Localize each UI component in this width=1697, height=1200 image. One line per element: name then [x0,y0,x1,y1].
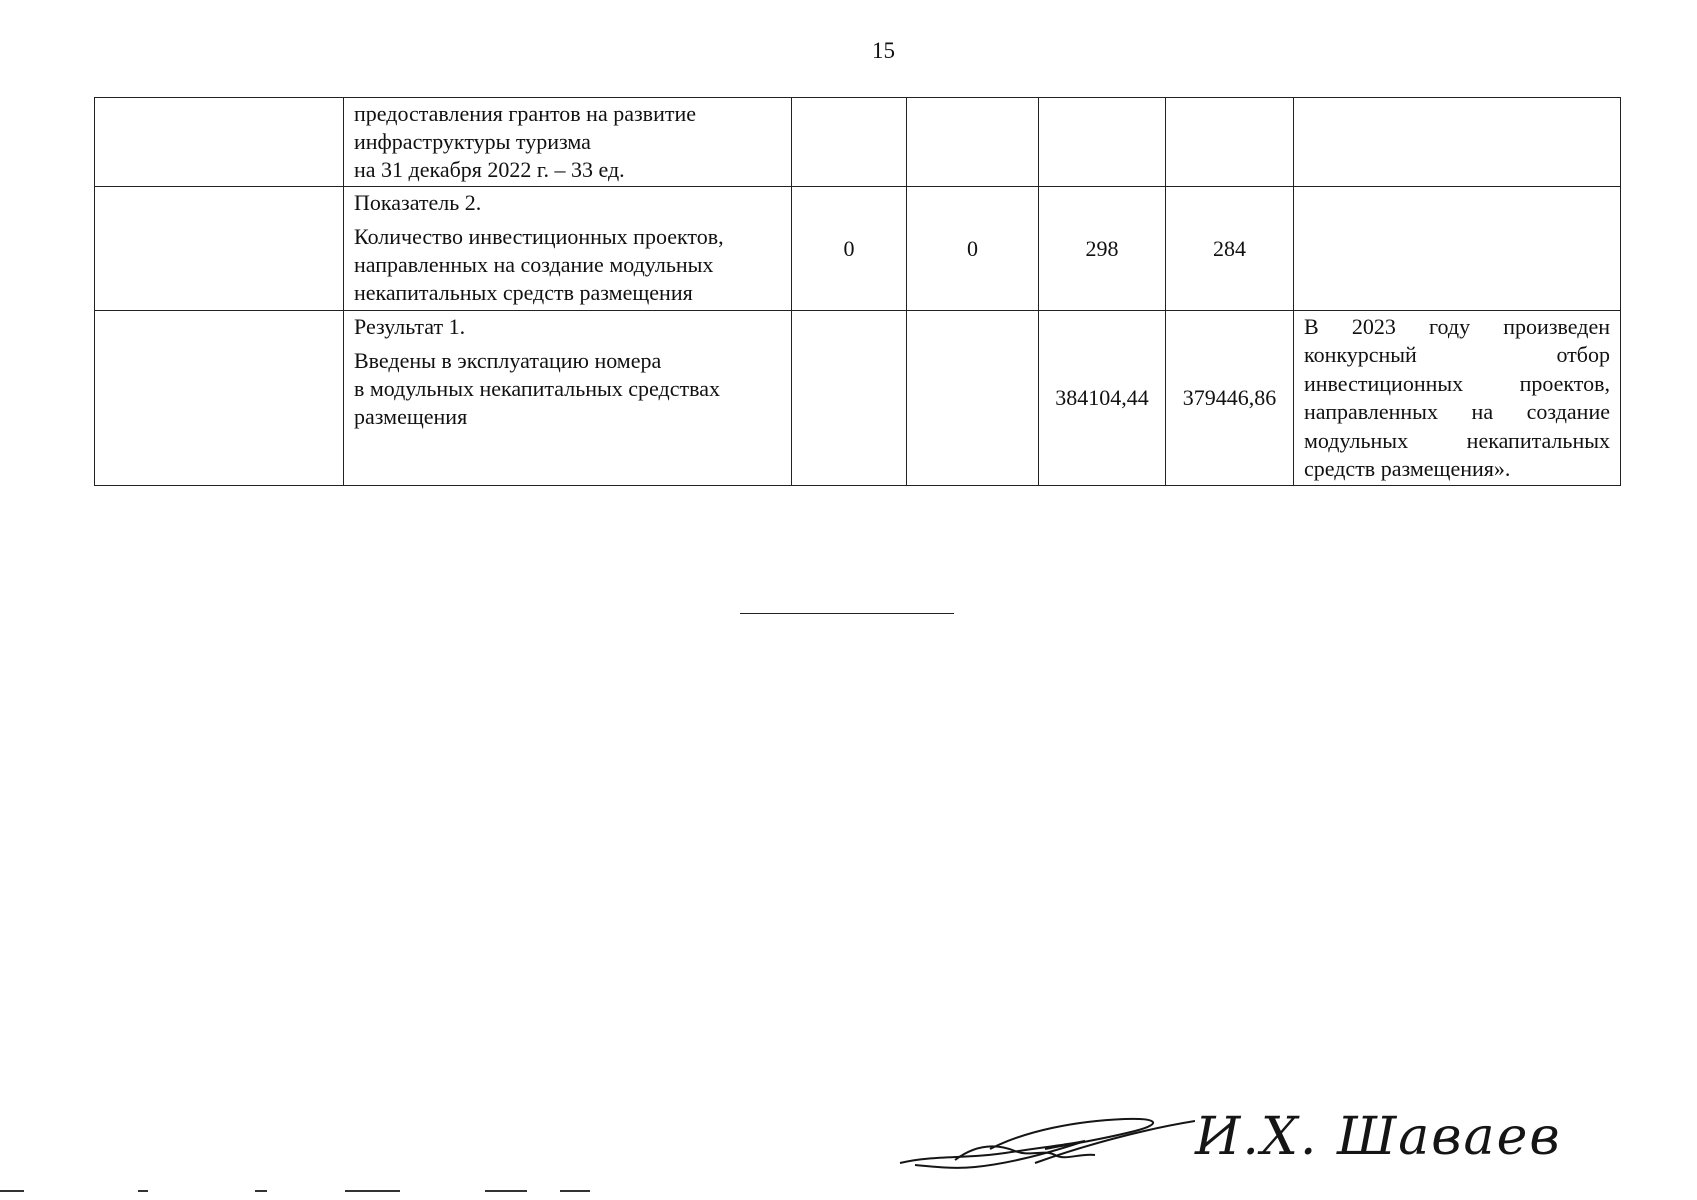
signature-scribble [895,1105,1195,1185]
note-cell [1294,98,1621,187]
signature-block [895,1105,1575,1185]
value-cell: 379446,86 [1166,311,1294,486]
signatory-name: И.Х. Шаваев [1195,1107,1562,1167]
value-cell: 0 [792,187,907,311]
value-cell: 298 [1039,187,1166,311]
table-row [95,187,1621,311]
description-cell [344,98,792,187]
table-row [95,98,1621,187]
description-line: инфраструктуры туризма [354,129,591,154]
description-line: Количество инвестиционных проектов, [354,224,724,249]
description-cell [344,187,792,311]
value-cell [907,311,1039,486]
value-cell [792,311,907,486]
description-line: Введены в эксплуатацию номера [354,348,662,373]
end-of-section-rule [740,613,954,614]
table-cell-empty [95,98,344,187]
description-line: на 31 декабря 2022 г. – 33 ед. [354,157,625,182]
value-cell: 0 [907,187,1039,311]
page-number: 15 [872,38,895,63]
description-cell [344,311,792,486]
description-line: в модульных некапитальных средствах [354,376,720,401]
note-cell: В 2023 году произведен конкурсный отбор инвестиционных проектов, направленных на создание модульных некапитальных средств размещения». [1294,311,1621,486]
value-cell [1166,98,1294,187]
table-cell-empty [95,311,344,486]
value-cell [907,98,1039,187]
table-cell-empty [95,187,344,311]
indicator-title: Показатель 2. [354,190,482,215]
table-row [95,311,1621,486]
description-line: направленных на создание модульных [354,252,714,277]
result-title: Результат 1. [354,314,466,339]
value-cell [792,98,907,187]
value-cell: 384104,44 [1039,311,1166,486]
description-line: некапитальных средств размещения [354,280,693,305]
description-line: размещения [354,404,468,429]
description-line: предоставления грантов на развитие [354,101,696,126]
value-cell [1039,98,1166,187]
note-cell [1294,187,1621,311]
value-cell: 284 [1166,187,1294,311]
indicators-table [94,97,1621,486]
scan-edge-marks [0,1180,1697,1200]
